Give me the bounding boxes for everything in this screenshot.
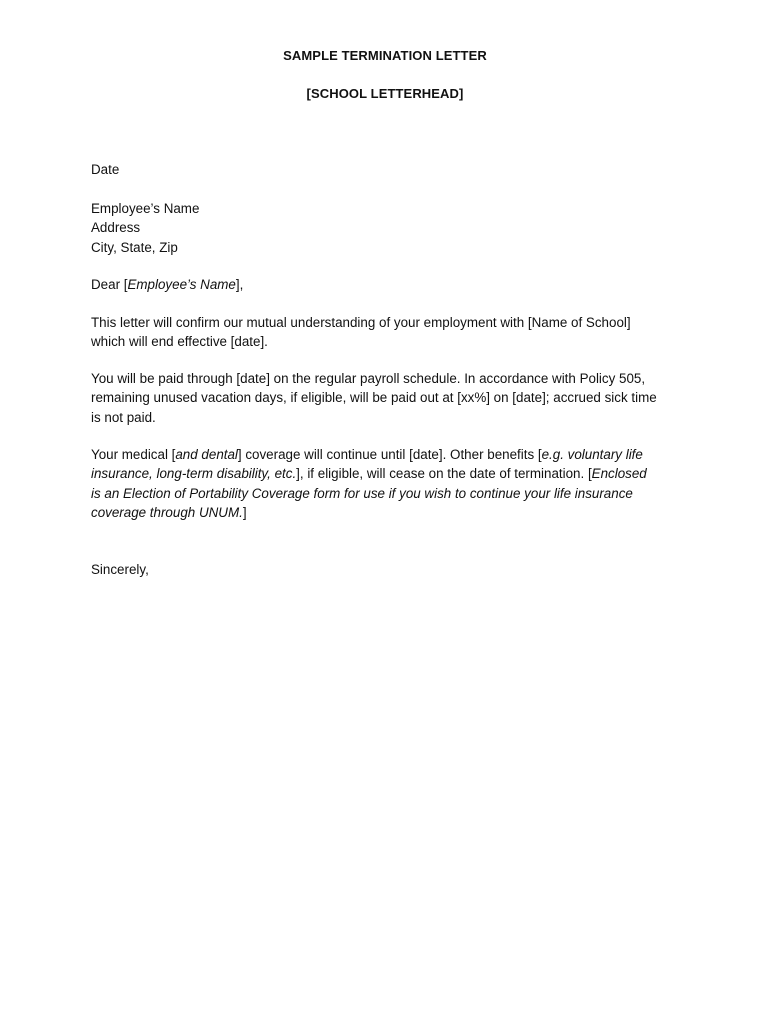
closing-text: Sincerely,: [91, 562, 149, 577]
text-segment-italic: is an Election of Portability Coverage form for use if you wish to continue your life insurance: [91, 485, 633, 501]
recipient-block: [91, 199, 691, 257]
text-segment-italic: and dental: [175, 447, 238, 462]
recipient-address: Address: [91, 220, 141, 236]
text-segment-italic: e.g. voluntary life: [541, 447, 643, 462]
salutation-suffix: ],: [235, 277, 244, 292]
letter-title: SAMPLE TERMINATION LETTER: [283, 48, 487, 63]
salutation: [91, 275, 691, 294]
text-segment-italic: Enclosed: [591, 466, 647, 482]
paragraph-3-line-2: [91, 464, 691, 483]
paragraph-payroll: [91, 369, 691, 427]
date-text: Date: [91, 162, 120, 177]
salutation-name: Employee’s Name: [127, 277, 236, 292]
paragraph-2-line-2: remaining unused vacation days, if eligible, will be paid out at [xx%] on [date]; accrued sick time: [91, 390, 657, 406]
paragraph-1-line-2: which will end effective [date].: [91, 334, 268, 350]
letterhead-placeholder: [SCHOOL LETTERHEAD]: [306, 86, 464, 101]
paragraph-2-line-1: You will be paid through [date] on the regular payroll schedule. In accordance with Policy 505,: [91, 371, 646, 386]
text-segment: ], if eligible, will cease on the date of termination. [: [296, 466, 592, 482]
recipient-city-state-zip: City, State, Zip: [91, 239, 178, 255]
recipient-name: Employee’s Name: [91, 201, 200, 216]
text-segment: ]: [242, 505, 247, 521]
paragraph-2-line-3: is not paid.: [91, 409, 156, 425]
paragraph-benefits: [91, 445, 691, 523]
paragraph-3-line-3: [91, 484, 691, 503]
text-segment: ] coverage will continue until [date]. Other benefits [: [237, 447, 542, 462]
text-segment-italic: coverage through UNUM.: [91, 505, 243, 521]
paragraph-1-line-1: This letter will confirm our mutual understanding of your employment with [Name of School]: [91, 315, 631, 330]
paragraph-employment-end: [91, 313, 691, 352]
salutation-prefix: Dear [: [91, 277, 128, 292]
date-line: [91, 160, 691, 179]
text-segment-italic: insurance, long-term disability, etc.: [91, 466, 297, 482]
closing: [91, 560, 691, 579]
paragraph-3-line-4: [91, 503, 691, 522]
paragraph-3-line-1: [91, 445, 691, 464]
text-segment: Your medical [: [91, 447, 176, 462]
